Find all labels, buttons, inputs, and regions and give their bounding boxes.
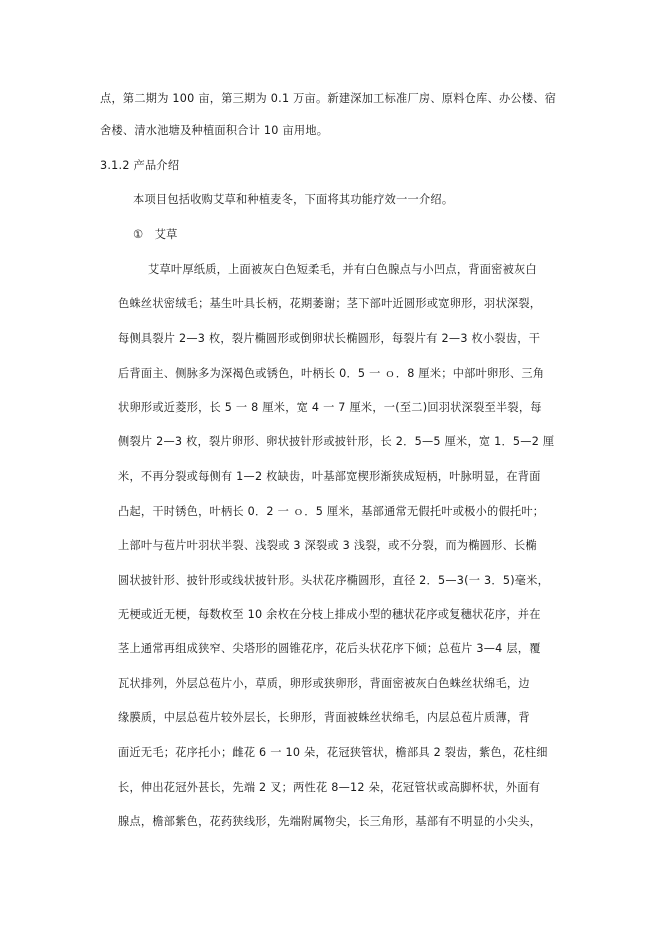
aicao-line-13: 瓦状排列，外层总苞片小，草质，卵形或狭卵形，背面密被灰白色蛛丝状绵毛，边: [118, 677, 530, 690]
aicao-line-8: 凸起，干时锈色，叶柄长 0．2 一 ｏ．5 厘米，基部通常无假托叶或极小的假托叶；: [118, 505, 545, 518]
section-heading: 3.1.2 产品介绍: [100, 159, 180, 172]
item-heading-aicao: ① 艾草: [133, 228, 178, 241]
aicao-line-16: 长，伸出花冠外甚长，先端 2 叉；两性花 8—12 朵，花冠管状或高脚杯状，外面有: [118, 781, 541, 794]
intro-line-1: 点，第二期为 100 亩，第三期为 0.1 万亩。新建深加工标准厂房、原料仓库、办公楼、宿: [100, 92, 557, 105]
aicao-line-11: 无梗或近无梗，每数枚至 10 余枚在分枝上排成小型的穗状花序或复穗状花序，并在: [118, 608, 541, 621]
aicao-line-2: 色蛛丝状密绒毛；基生叶具长柄，花期萎谢；茎下部叶近圆形或宽卵形，羽状深裂，: [118, 297, 542, 310]
intro-line-2: 舍楼、清水池塘及种植面积合计 10 亩用地。: [100, 124, 329, 137]
aicao-line-10: 圆状披针形、披针形或线状披针形。头状花序椭圆形，直径 2．5—3(一 3．5)毫米，: [118, 574, 550, 587]
aicao-line-12: 茎上通常再组成狭窄、尖塔形的圆锥花序，花后头状花序下倾；总苞片 3—4 层，覆: [118, 642, 541, 655]
aicao-line-17: 腺点，檐部紫色，花药狭线形，先端附属物尖，长三角形，基部有不明显的小尖头，: [118, 815, 542, 828]
aicao-line-6: 侧裂片 2—3 枚，裂片卵形、卵状披针形或披针形，长 2．5—5 厘米，宽 1．5—2 厘: [118, 435, 555, 448]
aicao-line-7: 米，不再分裂或每侧有 1—2 枚缺齿，叶基部宽楔形渐狭成短柄，叶脉明显，在背面: [118, 470, 541, 483]
aicao-line-15: 面近无毛；花序托小；雌花 6 一 10 朵，花冠狭管状，檐部具 2 裂齿，紫色，花柱细: [118, 746, 548, 759]
aicao-line-9: 上部叶与苞片叶羽状半裂、浅裂或 3 深裂或 3 浅裂，或不分裂，而为椭圆形、长椭: [118, 539, 537, 552]
section-intro: 本项目包括收购艾草和种植麦冬，下面将其功能疗效一一介绍。: [133, 193, 454, 206]
aicao-line-4: 后背面主、侧脉多为深褐色或锈色，叶柄长 0．5 一 ｏ．8 厘米；中部叶卵形、三角: [118, 367, 545, 380]
aicao-line-14: 缘膜质，中层总苞片较外层长，长卵形，背面被蛛丝状绵毛，内层总苞片质薄，背: [118, 711, 530, 724]
aicao-line-3: 每侧具裂片 2—3 枚，裂片椭圆形或倒卵状长椭圆形，每裂片有 2—3 枚小裂齿，干: [118, 332, 541, 345]
aicao-line-1: 艾草叶厚纸质，上面被灰白色短柔毛，并有白色腺点与小凹点，背面密被灰白: [148, 263, 537, 276]
aicao-line-5: 状卵形或近菱形，长 5 一 8 厘米，宽 4 一 7 厘米，一(至二)回羽状深裂至半裂，每: [118, 401, 542, 414]
